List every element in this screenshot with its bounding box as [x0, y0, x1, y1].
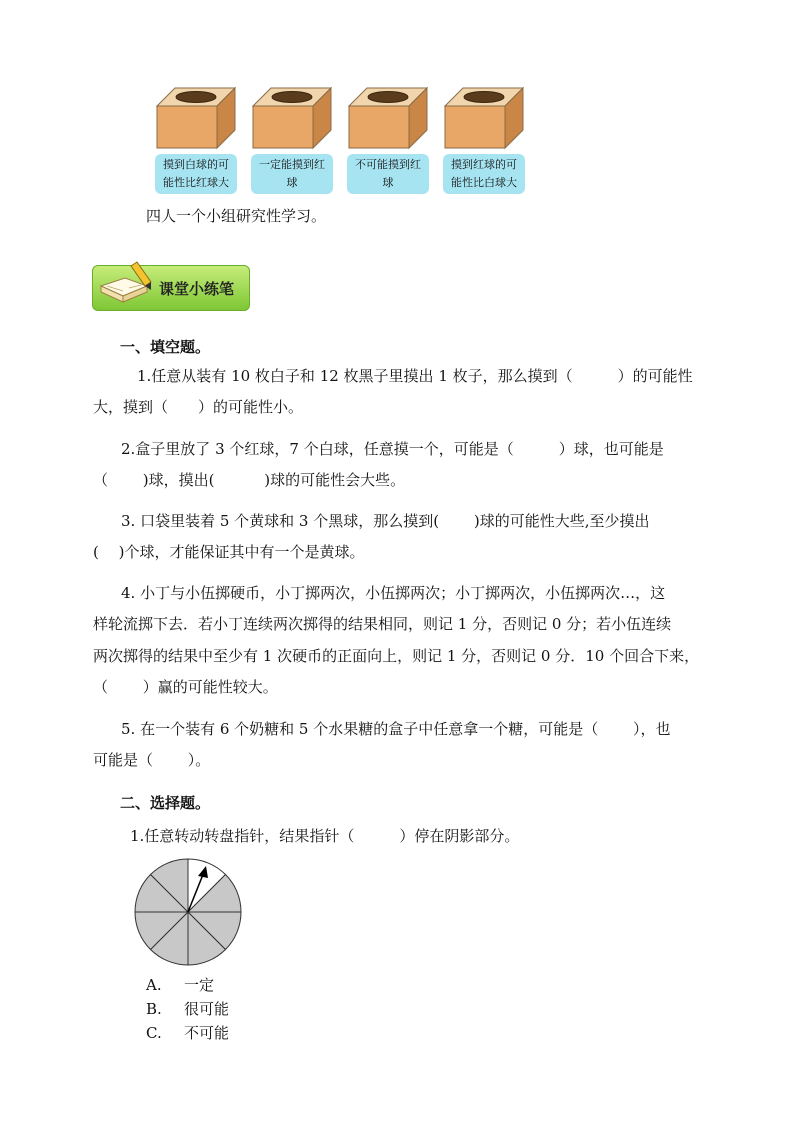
option-b[interactable]	[146, 997, 229, 1021]
option-c-text: 不可能	[184, 1024, 230, 1042]
box-4-label: 摸到红球的可能性比白球大	[443, 154, 525, 194]
option-b-text: 很可能	[184, 1000, 230, 1018]
q4-line1: 4. 小丁与小伍掷硬币，小丁掷两次，小伍掷两次；小丁掷两次，小伍掷两次…，这	[121, 584, 666, 602]
box-2-illustration	[251, 82, 335, 154]
box-2-label: 一定能摸到红球	[251, 154, 333, 194]
box-3-label: 不可能摸到红球	[347, 154, 429, 194]
option-a-letter: A.	[146, 976, 162, 994]
book-pencil-icon	[95, 260, 165, 306]
option-a[interactable]	[146, 973, 214, 997]
q1-line2: 大，摸到（ ）的可能性小。	[93, 398, 304, 416]
q4-line3: 两次掷得的结果中至少有 1 次硬币的正面向上，则记 1 分，否则记 0 分．10 个回合下来，	[93, 647, 700, 665]
practice-banner-label: 课堂小练笔	[159, 280, 235, 298]
box-4-illustration	[443, 82, 527, 154]
option-c-letter: C.	[146, 1024, 162, 1042]
q5-line2: 可能是（ ）。	[93, 751, 211, 769]
q3-line1: 3. 口袋里装着 5 个黄球和 3 个黑球，那么摸到( )球的可能性大些,至少摸出	[121, 512, 650, 530]
option-c[interactable]	[146, 1021, 229, 1045]
spinner-wheel	[132, 856, 244, 968]
q3-line2: ( )个球，才能保证其中有一个是黄球。	[93, 543, 365, 561]
option-a-text: 一定	[184, 976, 215, 994]
q2-line2: （ )球，摸出( )球的可能性会大些。	[93, 471, 406, 489]
box-4	[443, 82, 527, 194]
box-2	[251, 82, 335, 194]
q4-line2: 样轮流掷下去．若小丁连续两次掷得的结果相同，则记 1 分，否则记 0 分；若小伍连续	[93, 615, 672, 633]
box-1	[155, 82, 239, 194]
practice-banner	[92, 265, 250, 311]
section1-title: 一、填空题。	[120, 338, 211, 356]
box-1-label: 摸到白球的可能性比红球大	[155, 154, 237, 194]
group-study-text: 四人一个小组研究性学习。	[146, 207, 327, 225]
box-1-illustration	[155, 82, 239, 154]
option-b-letter: B.	[146, 1000, 162, 1018]
box-3-illustration	[347, 82, 431, 154]
q2-line1: 2.盒子里放了 3 个红球，7 个白球，任意摸一个，可能是（ ）球，也可能是	[121, 440, 664, 458]
s2-q1: 1.任意转动转盘指针，结果指针（ ）停在阴影部分。	[130, 827, 520, 845]
q1-line1: 1.任意从装有 10 枚白子和 12 枚黑子里摸出 1 枚子，那么摸到（ ）的可能性	[137, 367, 693, 385]
q5-line1: 5. 在一个装有 6 个奶糖和 5 个水果糖的盒子中任意拿一个糖，可能是（ ），也	[121, 720, 671, 738]
section2-title: 二、选择题。	[120, 794, 211, 812]
q4-line4: （ ）赢的可能性较大。	[93, 678, 278, 696]
box-3	[347, 82, 431, 194]
